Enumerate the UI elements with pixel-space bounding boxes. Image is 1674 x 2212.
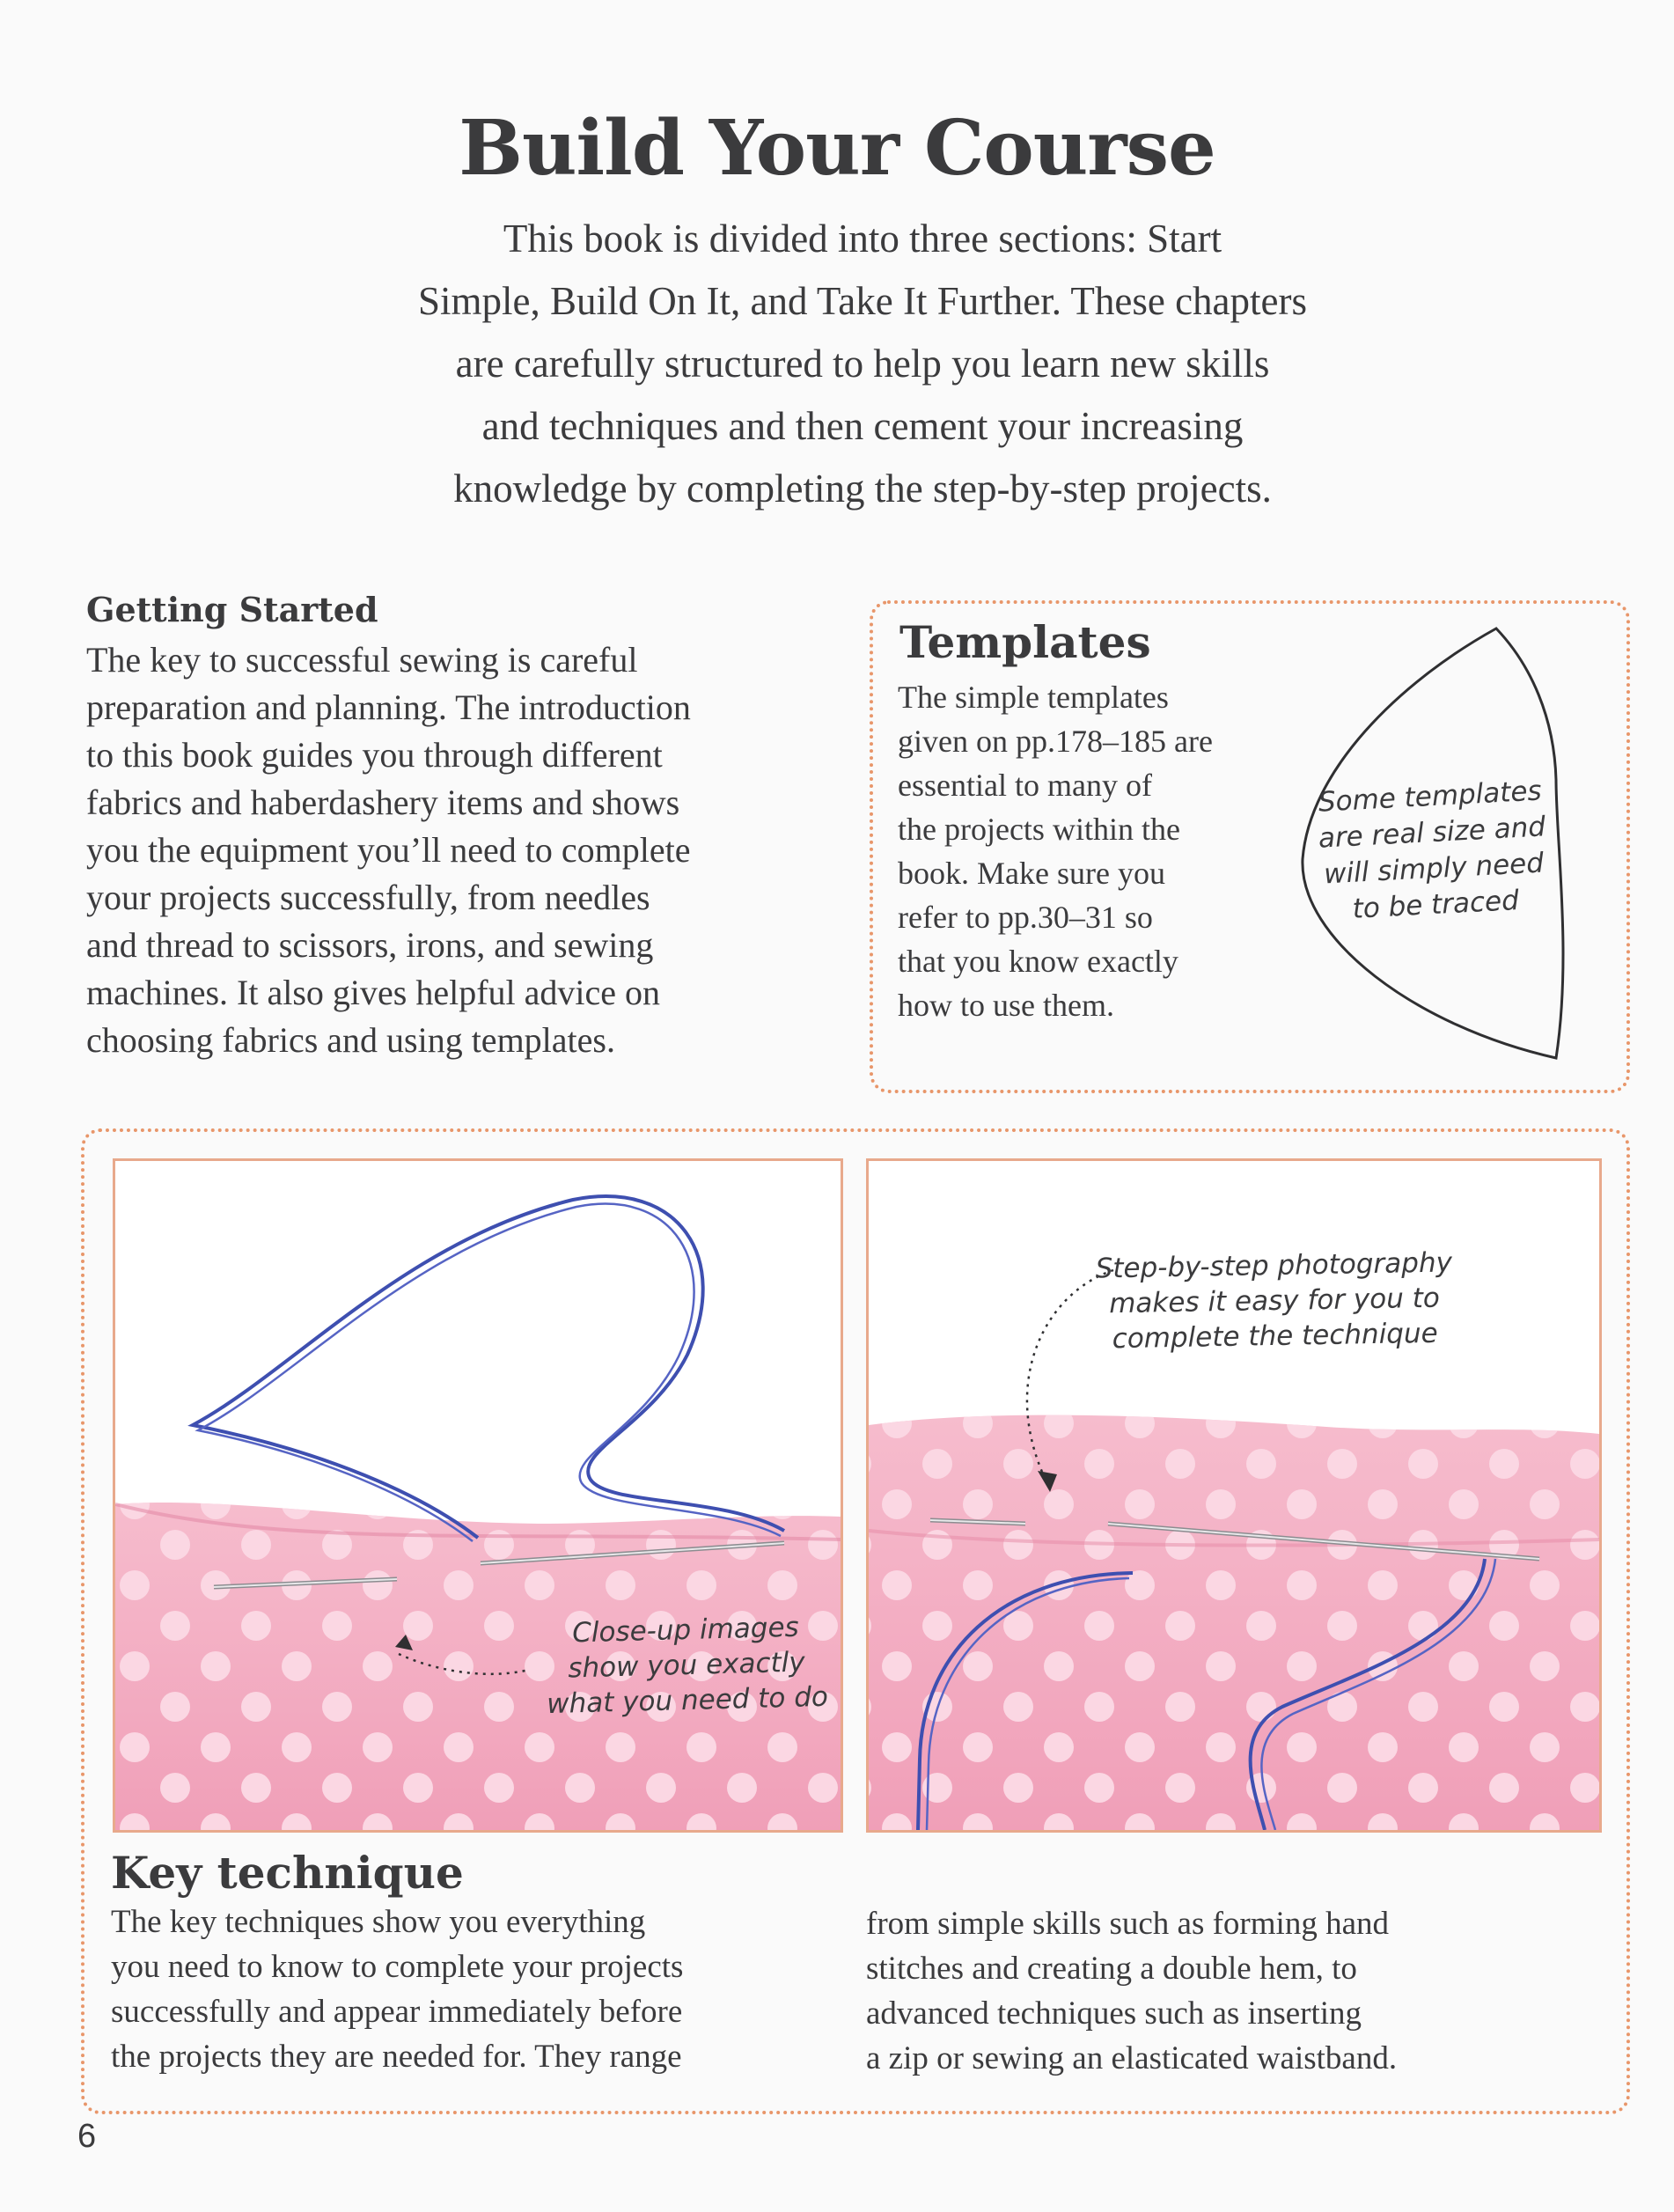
templates-heading: Templates: [899, 616, 1151, 668]
templates-body: [898, 675, 1213, 1027]
closeup-photo: [113, 1158, 843, 1833]
intro-line: and techniques and then cement your increasing: [481, 404, 1244, 448]
body-line: given on pp.178–185 are: [898, 724, 1213, 759]
body-line: successfully and appear immediately before: [111, 1994, 683, 2030]
body-line: machines. It also gives helpful advice on: [86, 973, 661, 1012]
template-note: [1297, 772, 1568, 930]
key-technique-body-right: [866, 1901, 1397, 2081]
body-line: from simple skills such as forming hand: [866, 1906, 1389, 1942]
caption-line: what you need to do: [546, 1680, 829, 1721]
caption-line: Step-by-step photography: [1095, 1246, 1453, 1285]
page-number: 6: [77, 2118, 97, 2155]
closeup-caption: [526, 1608, 846, 1722]
body-line: fabrics and haberdashery items and shows: [86, 783, 680, 822]
body-line: choosing fabrics and using templates.: [86, 1020, 615, 1060]
intro-line: Simple, Build On It, and Take It Further. These chapters: [418, 279, 1307, 323]
body-line: refer to pp.30–31 so: [898, 900, 1153, 935]
body-line: how to use them.: [898, 988, 1114, 1023]
note-line: Some templates: [1318, 775, 1543, 819]
getting-started-body: [86, 636, 691, 1064]
intro-line: This book is divided into three sections: Start: [503, 217, 1222, 261]
body-line: and thread to scissors, irons, and sewing: [86, 925, 654, 965]
key-technique-heading: Key technique: [111, 1847, 464, 1899]
body-line: book. Make sure you: [898, 856, 1165, 891]
note-line: will simply need: [1323, 847, 1545, 891]
body-line: The key techniques show you everything: [111, 1904, 646, 1940]
body-line: the projects they are needed for. They range: [111, 2039, 682, 2075]
caption-line: makes it easy for you to: [1108, 1282, 1441, 1320]
body-line: the projects within the: [898, 812, 1180, 847]
note-line: to be traced: [1351, 884, 1520, 925]
note-line: are real size and: [1318, 811, 1546, 855]
body-line: essential to many of: [898, 768, 1152, 803]
body-line: preparation and planning. The introduction: [86, 687, 691, 727]
body-line: to this book guides you through different: [86, 735, 663, 775]
body-line: you the equipment you’ll need to complete: [86, 830, 691, 870]
intro-line: are carefully structured to help you learn new skills: [455, 342, 1270, 386]
key-technique-body-left: [111, 1900, 683, 2079]
caption-line: Close-up images: [571, 1611, 800, 1650]
body-line: stitches and creating a double hem, to: [866, 1951, 1357, 1987]
caption-line: complete the technique: [1112, 1317, 1438, 1356]
body-line: your projects successfully, from needles: [86, 878, 650, 917]
body-line: that you know exactly: [898, 944, 1178, 979]
body-line: advanced techniques such as inserting: [866, 1995, 1362, 2032]
intro-paragraph: [290, 208, 1435, 520]
intro-line: knowledge by completing the step-by-step projects.: [453, 467, 1272, 511]
caption-line: show you exactly: [567, 1646, 806, 1685]
getting-started-heading: Getting Started: [86, 590, 378, 629]
page-title: Build Your Course: [459, 104, 1215, 193]
body-line: you need to know to complete your projects: [111, 1949, 684, 1985]
step-caption: [1080, 1245, 1469, 1357]
body-line: a zip or sewing an elasticated waistband.: [866, 2040, 1398, 2076]
body-line: The simple templates: [898, 680, 1169, 715]
body-line: The key to successful sewing is careful: [86, 640, 638, 680]
